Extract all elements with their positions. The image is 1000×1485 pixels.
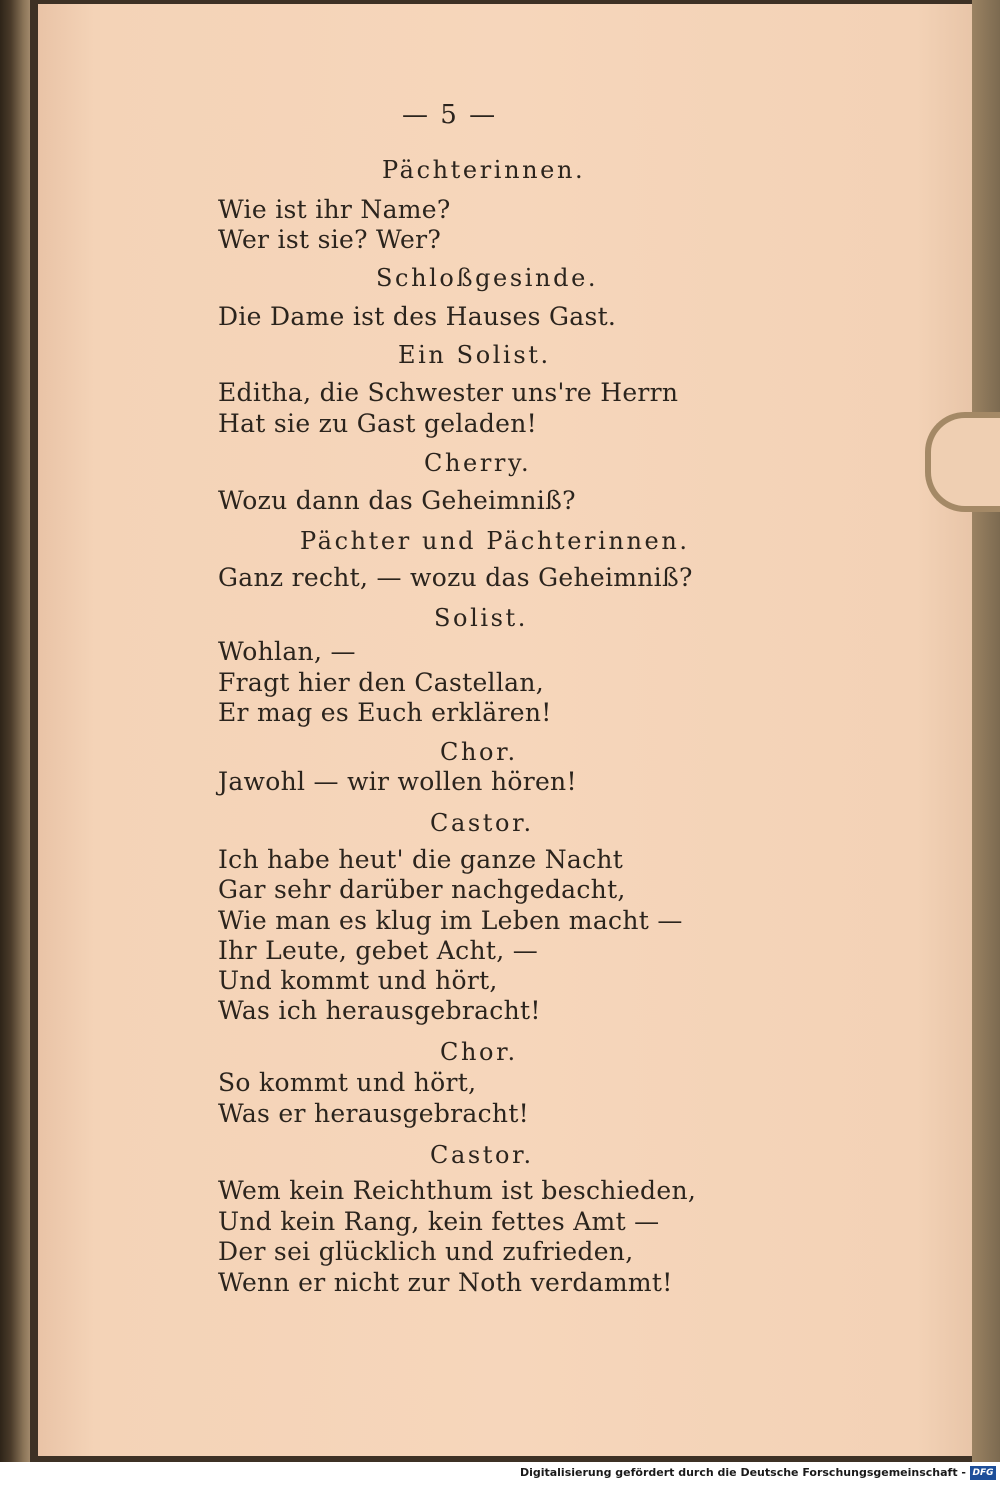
verse-line: Hat sie zu Gast geladen!	[218, 409, 538, 438]
speaker-label: Solist.	[434, 604, 529, 632]
funding-credit: Digitalisierung gefördert durch die Deutsche Forschungsgemeinschaft -	[519, 1466, 966, 1479]
verse-line: Editha, die Schwester uns're Herrn	[218, 378, 679, 407]
speaker-label: Chor.	[440, 738, 518, 766]
speaker-label: Cherry.	[424, 449, 532, 477]
speaker-label: Castor.	[430, 809, 534, 837]
verse-line: Wie man es klug im Leben macht —	[218, 906, 683, 935]
verse-line: So kommt und hört,	[218, 1068, 477, 1097]
speaker-label: Ein Solist.	[398, 341, 551, 369]
speaker-label: Castor.	[430, 1141, 534, 1169]
verse-line: Wohlan, —	[218, 637, 356, 666]
speaker-label: Pächter und Pächterinnen.	[300, 527, 690, 555]
footer-bar	[0, 1462, 1000, 1485]
speaker-label: Pächterinnen.	[382, 156, 586, 184]
verse-line: Wie ist ihr Name?	[218, 195, 451, 224]
verse-line: Wenn er nicht zur Noth verdammt!	[218, 1268, 673, 1297]
page-number: — 5 —	[402, 100, 498, 130]
speaker-label: Chor.	[440, 1038, 518, 1066]
speaker-label: Schloßgesinde.	[376, 264, 599, 292]
verse-line: Ganz recht, — wozu das Geheimniß?	[218, 563, 693, 592]
verse-line: Was ich herausgebracht!	[218, 996, 541, 1025]
verse-line: Ihr Leute, gebet Acht, —	[218, 936, 538, 965]
verse-line: Ich habe heut' die ganze Nacht	[218, 845, 624, 874]
verse-line: Wozu dann das Geheimniß?	[218, 486, 576, 515]
verse-line: Was er herausgebracht!	[218, 1099, 530, 1128]
verse-line: Wer ist sie? Wer?	[218, 225, 442, 254]
verse-line: Jawohl — wir wollen hören!	[218, 767, 577, 796]
verse-line: Und kommt und hört,	[218, 966, 498, 995]
verse-line: Der sei glücklich und zufrieden,	[218, 1237, 634, 1266]
dfg-logo: DFG	[970, 1466, 996, 1480]
verse-line: Fragt hier den Castellan,	[218, 668, 544, 697]
verse-line: Und kein Rang, kein fettes Amt —	[218, 1207, 660, 1236]
verse-line: Wem kein Reichthum ist beschieden,	[218, 1176, 697, 1205]
verse-line: Die Dame ist des Hauses Gast.	[218, 302, 617, 331]
verse-line: Er mag es Euch erklären!	[218, 698, 552, 727]
verse-line: Gar sehr darüber nachgedacht,	[218, 875, 626, 904]
